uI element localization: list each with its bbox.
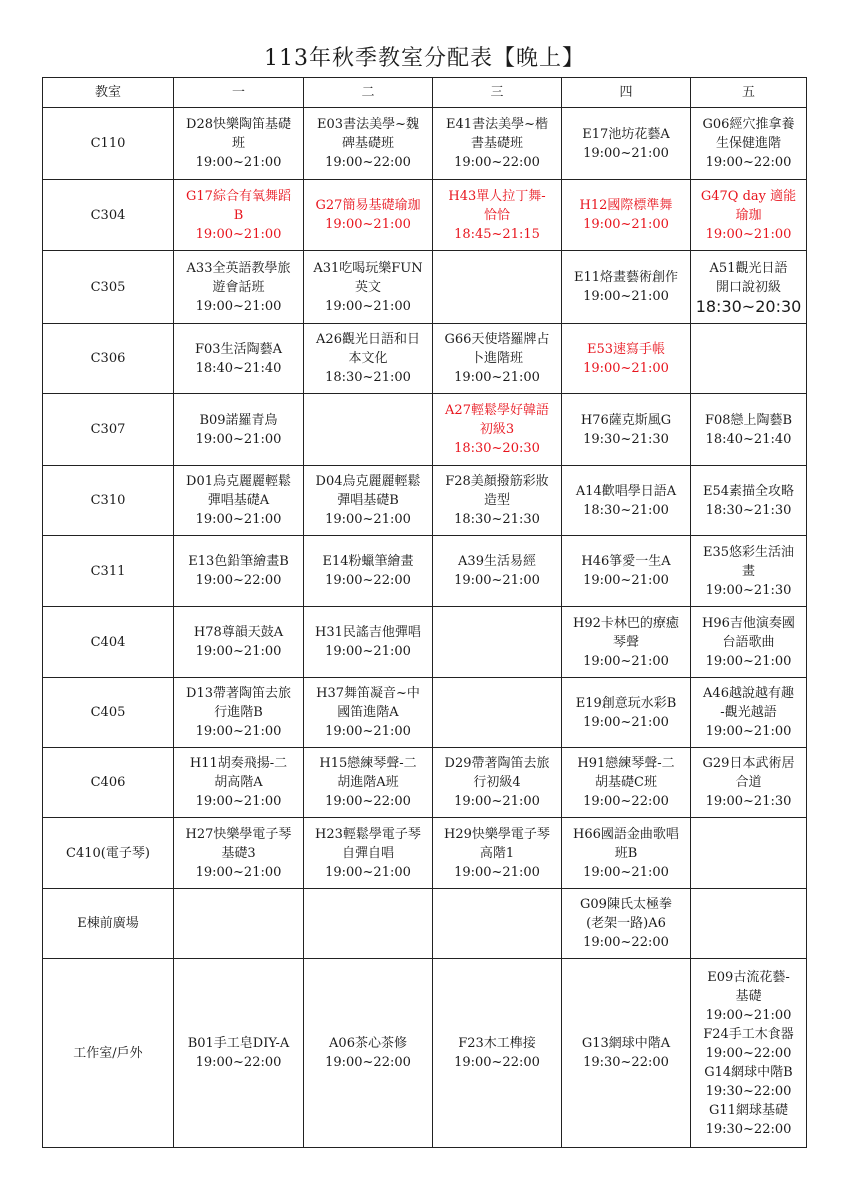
course-line: 19:00~21:00: [195, 512, 282, 527]
course-line: H92卡林巴的療癒: [573, 615, 679, 631]
table-row: [43, 108, 807, 180]
course-line: 班: [231, 136, 245, 151]
course-cell: [174, 889, 304, 959]
course-cell: [174, 324, 304, 394]
course-line: 18:30~21:00: [325, 370, 411, 385]
course-cell: [174, 180, 304, 251]
course-cell: [691, 251, 807, 324]
course-line: 19:00~21:00: [195, 298, 282, 314]
course-cell: [174, 818, 304, 889]
course-line: 19:00~22:00: [583, 935, 669, 950]
table-row: [43, 748, 807, 818]
course-cell: [174, 607, 304, 678]
course-cell: [304, 536, 433, 607]
course-line: 19:30~22:00: [705, 1083, 792, 1099]
course-cell: [304, 748, 433, 818]
room-cell: C307: [43, 394, 174, 466]
course-line: -觀光越語: [720, 705, 777, 720]
header-wednesday: 三: [433, 78, 562, 108]
room-cell: E棟前廣場: [43, 889, 174, 959]
course-cell: [562, 607, 691, 678]
course-line: 19:00~21:00: [583, 653, 669, 669]
course-line: E11烙畫藝術創作: [573, 270, 679, 285]
course-cell: [433, 678, 562, 748]
course-line: 本文化: [348, 351, 388, 366]
course-line: B01手工皂DIY-A: [187, 1036, 290, 1051]
course-cell: [562, 108, 691, 180]
course-line: 19:00~22:00: [325, 794, 411, 809]
table-row: [43, 466, 807, 536]
course-line: H91戀練琴聲-二: [577, 756, 675, 771]
course-cell: [433, 108, 562, 180]
header-thursday: 四: [562, 78, 691, 108]
course-line: A06茶心茶修: [329, 1036, 407, 1051]
course-line: F23木工榫接: [458, 1036, 536, 1051]
course-line: F03生活陶藝A: [195, 341, 282, 357]
table-row: [43, 536, 807, 607]
course-line: B09諾羅青鳥: [199, 412, 278, 428]
course-cell: [304, 889, 433, 959]
room-cell: C404: [43, 607, 174, 678]
course-line: (老架一路)A6: [586, 916, 666, 931]
course-line: H37舞笛凝音~中: [316, 686, 420, 701]
course-line: 19:00~22:00: [195, 573, 282, 588]
course-cell: [433, 251, 562, 324]
course-line: 行進階B: [214, 705, 263, 720]
course-line: 19:30~22:00: [705, 1121, 792, 1137]
course-line: 19:00~21:00: [195, 644, 282, 659]
course-cell: [691, 818, 807, 889]
course-line: G27簡易基礎瑜珈: [315, 198, 421, 213]
header-room: 教室: [43, 78, 174, 108]
course-cell: [562, 536, 691, 607]
course-line: 19:00~21:00: [454, 370, 540, 385]
course-line: H31民謠吉他彈唱: [315, 625, 421, 640]
course-line: 19:00~22:00: [454, 1055, 540, 1070]
course-cell: [433, 180, 562, 251]
room-cell: C310: [43, 466, 174, 536]
course-line: 18:30~21:30: [705, 502, 792, 518]
course-line: A26觀光日語和日: [316, 332, 420, 347]
table-row: [43, 394, 807, 466]
room-cell: C410(電子琴): [43, 818, 174, 889]
course-line: H66國語金曲歌唱: [573, 826, 679, 842]
course-line: 19:00~21:00: [325, 724, 411, 739]
course-line: 恰恰: [483, 207, 510, 223]
course-cell: [174, 536, 304, 607]
course-line: 19:00~21:00: [325, 864, 411, 880]
course-line: A51觀光日語: [709, 260, 788, 276]
course-cell: [433, 818, 562, 889]
course-line: 畫: [741, 563, 755, 579]
course-line: 書基礎班: [470, 136, 523, 151]
course-line: 18:40~21:40: [705, 431, 792, 447]
course-line: 19:00~21:00: [583, 289, 669, 304]
course-line: 19:00~21:00: [583, 360, 669, 376]
course-line: F28美顏撥筋彩妝: [445, 474, 549, 489]
course-line: 18:30~21:00: [583, 502, 669, 518]
course-line: E54素描全攻略: [702, 483, 795, 499]
course-cell: [174, 394, 304, 466]
table-row: [43, 678, 807, 748]
course-cell: [562, 678, 691, 748]
course-line: 彈唱基礎A: [207, 493, 270, 508]
course-cell: [562, 889, 691, 959]
room-cell: C305: [43, 251, 174, 324]
course-line: 19:30~21:30: [583, 431, 669, 447]
course-cell: [174, 108, 304, 180]
room-cell: 工作室/戶外: [43, 959, 174, 1148]
course-cell: [304, 678, 433, 748]
course-line: 19:00~21:00: [195, 226, 282, 242]
header-monday: 一: [174, 78, 304, 108]
course-line: 19:00~21:00: [195, 724, 282, 739]
course-line: 19:00~22:00: [195, 1055, 282, 1070]
course-cell: [562, 818, 691, 889]
table-row: [43, 324, 807, 394]
room-cell: C304: [43, 180, 174, 251]
course-line: A46越說越有趣: [703, 686, 794, 701]
course-line: 英文: [354, 279, 381, 295]
course-line: 18:40~21:40: [195, 360, 282, 376]
table-row: [43, 818, 807, 889]
course-cell: [174, 466, 304, 536]
course-line: E19創意玩水彩B: [575, 695, 677, 711]
room-cell: C110: [43, 108, 174, 180]
course-line: G06經穴推拿養: [702, 117, 795, 132]
course-cell: [562, 324, 691, 394]
course-line: 19:00~22:00: [705, 1045, 792, 1061]
course-line: E35悠彩生活油: [702, 544, 795, 560]
course-line: 胡基礎C班: [595, 775, 657, 790]
course-line: D29帶著陶笛去旅: [444, 756, 550, 771]
course-line: 行初級4: [473, 775, 521, 790]
course-line: 19:00~21:00: [583, 145, 669, 161]
course-line: A31吃喝玩樂FUN: [313, 260, 423, 276]
course-line: 胡高階A: [214, 775, 263, 790]
course-line: 19:00~21:00: [325, 644, 411, 659]
course-cell: [304, 466, 433, 536]
course-line: 19:00~21:00: [325, 298, 411, 314]
course-line: 台語歌曲: [722, 634, 775, 650]
course-cell: [304, 607, 433, 678]
course-line: 自彈自唱: [341, 845, 394, 861]
course-cell: [691, 959, 807, 1148]
course-line: 胡進階A班: [337, 775, 399, 790]
classroom-schedule-table: [42, 77, 807, 1148]
course-cell: [691, 394, 807, 466]
course-cell: [691, 324, 807, 394]
course-line: G17綜合有氧舞蹈: [186, 188, 291, 204]
course-line: E17池坊花藝A: [582, 126, 670, 142]
course-cell: [304, 324, 433, 394]
course-line: G13網球中階A: [581, 1036, 671, 1051]
course-line: A33全英語教學旅: [186, 260, 291, 276]
course-cell: [691, 536, 807, 607]
course-line: 19:00~21:00: [705, 226, 792, 242]
course-line: 班B: [614, 845, 638, 861]
course-line: H23輕鬆學電子琴: [315, 826, 421, 842]
course-line: D13帶著陶笛去旅: [186, 686, 291, 701]
course-line: 19:00~21:00: [705, 1007, 792, 1023]
course-line: 琴聲: [612, 634, 639, 650]
table-row: [43, 889, 807, 959]
course-line: H15戀練琴聲-二: [319, 756, 417, 771]
course-line: H27快樂學電子琴: [185, 826, 292, 842]
course-line: 19:00~22:00: [325, 155, 411, 170]
course-line: 19:00~21:00: [583, 573, 669, 588]
room-cell: C306: [43, 324, 174, 394]
course-cell: [562, 180, 691, 251]
course-line: H11胡奏飛揚-二: [189, 756, 288, 771]
course-line: G47Q day 適能: [700, 188, 797, 204]
course-cell: [304, 108, 433, 180]
course-cell: [304, 251, 433, 324]
course-line: 19:00~21:00: [705, 724, 792, 739]
course-line: 19:00~21:00: [583, 864, 669, 880]
course-line: 19:00~22:00: [705, 155, 792, 170]
course-line: G29日本武術居: [702, 756, 795, 771]
course-line: D28快樂陶笛基礎: [186, 117, 291, 132]
course-cell: [562, 394, 691, 466]
course-line: H76薩克斯風G: [580, 412, 672, 428]
course-line: 卜進階班: [470, 351, 523, 366]
course-line: 遊會話班: [212, 279, 265, 295]
header-tuesday: 二: [304, 78, 433, 108]
course-line: E14粉蠟筆繪畫: [322, 554, 414, 569]
table-row: [43, 180, 807, 251]
course-line: 19:00~21:30: [705, 582, 792, 598]
course-cell: [304, 180, 433, 251]
course-cell: [174, 251, 304, 324]
course-cell: [691, 180, 807, 251]
page-title: 113年秋季教室分配表【晚上】: [264, 46, 585, 71]
room-cell: C406: [43, 748, 174, 818]
course-line: 19:00~21:00: [195, 431, 282, 447]
course-line: A39生活易經: [458, 554, 536, 569]
course-line: G11網球基礎: [709, 1102, 788, 1118]
course-cell: [174, 959, 304, 1148]
course-cell: [174, 748, 304, 818]
course-line: D01烏克麗麗輕鬆: [186, 474, 291, 489]
header-friday: 五: [691, 78, 807, 108]
course-cell: [691, 108, 807, 180]
course-line: 19:00~21:00: [454, 864, 540, 880]
course-cell: [433, 324, 562, 394]
course-cell: [304, 394, 433, 466]
course-line: 基礎: [735, 988, 762, 1004]
course-line: E13色鉛筆繪畫B: [188, 554, 289, 569]
course-line: E53速寫手帳: [586, 341, 666, 357]
course-cell: [433, 536, 562, 607]
course-cell: [433, 889, 562, 959]
course-line: 碑基礎班: [341, 136, 394, 151]
course-line: 19:00~21:30: [705, 794, 792, 809]
course-line: E09古流花藝-: [707, 969, 790, 985]
course-line: 19:00~21:00: [325, 512, 411, 527]
course-line: 19:30~22:00: [583, 1055, 669, 1070]
course-line: 19:00~21:00: [454, 794, 540, 809]
course-line: D04烏克麗麗輕鬆: [315, 474, 421, 489]
course-cell: [691, 748, 807, 818]
course-line: 國笛進階A: [337, 705, 399, 720]
course-line: 18:30~20:30: [695, 296, 802, 316]
course-line: F24手工木食器: [703, 1026, 794, 1042]
course-line: 19:00~21:00: [325, 217, 411, 232]
schedule-body: [43, 108, 807, 1148]
course-line: 19:00~21:00: [705, 653, 792, 669]
course-line: G14網球中階B: [704, 1064, 793, 1080]
course-line: B: [233, 207, 244, 223]
course-line: H78尊韻天鼓A: [193, 625, 284, 640]
course-line: A27輕鬆學好韓語: [445, 403, 549, 418]
course-cell: [691, 466, 807, 536]
course-line: 高階1: [479, 845, 515, 861]
header-row: [43, 78, 807, 108]
course-cell: [433, 394, 562, 466]
course-line: F08戀上陶藝B: [704, 412, 793, 428]
course-cell: [691, 607, 807, 678]
course-line: A14歡唱學日語A: [575, 483, 677, 499]
course-line: 開口說初級: [715, 279, 781, 295]
course-line: 19:00~21:00: [195, 864, 282, 880]
course-cell: [433, 959, 562, 1148]
course-line: 初級3: [479, 422, 515, 437]
course-line: H12國際標準舞: [579, 198, 673, 213]
course-cell: [562, 959, 691, 1148]
course-line: 19:00~22:00: [583, 794, 669, 809]
course-line: H46箏愛一生A: [581, 554, 671, 569]
course-line: 19:00~21:00: [583, 714, 669, 730]
course-cell: [562, 251, 691, 324]
course-line: 基礎3: [221, 845, 256, 861]
course-line: 生保健進階: [715, 136, 781, 151]
course-cell: [433, 466, 562, 536]
table-row: [43, 251, 807, 324]
course-cell: [433, 748, 562, 818]
course-line: 合道: [735, 775, 762, 790]
course-line: H43單人拉丁舞-: [448, 188, 546, 204]
table-row: [43, 607, 807, 678]
course-line: 瑜珈: [735, 207, 762, 223]
course-line: E41書法美學~楷: [446, 117, 548, 132]
course-line: 19:00~21:00: [195, 794, 282, 809]
course-cell: [562, 748, 691, 818]
course-line: 18:30~21:30: [454, 512, 540, 527]
course-cell: [174, 678, 304, 748]
course-line: H29快樂學電子琴: [444, 826, 550, 842]
course-line: G09陳氏太極拳: [580, 897, 672, 912]
course-cell: [691, 678, 807, 748]
room-cell: C405: [43, 678, 174, 748]
course-line: 彈唱基礎B: [337, 493, 399, 508]
course-line: E03書法美學~魏: [317, 117, 419, 132]
course-line: H96吉他演奏國: [702, 615, 795, 631]
course-line: 19:00~22:00: [325, 573, 411, 588]
course-cell: [562, 466, 691, 536]
course-cell: [304, 959, 433, 1148]
room-cell: C311: [43, 536, 174, 607]
table-row: [43, 959, 807, 1148]
course-line: 19:00~21:00: [454, 573, 540, 588]
course-line: 19:00~21:00: [583, 217, 669, 232]
course-cell: [691, 889, 807, 959]
course-line: 18:45~21:15: [454, 226, 540, 242]
course-line: 19:00~22:00: [325, 1055, 411, 1070]
course-line: 19:00~21:00: [195, 155, 282, 170]
course-line: 18:30~20:30: [454, 441, 540, 456]
course-cell: [304, 818, 433, 889]
course-line: G66天使塔羅牌占: [444, 332, 550, 347]
course-line: 19:00~22:00: [454, 155, 540, 170]
course-cell: [433, 607, 562, 678]
course-line: 造型: [483, 493, 510, 508]
